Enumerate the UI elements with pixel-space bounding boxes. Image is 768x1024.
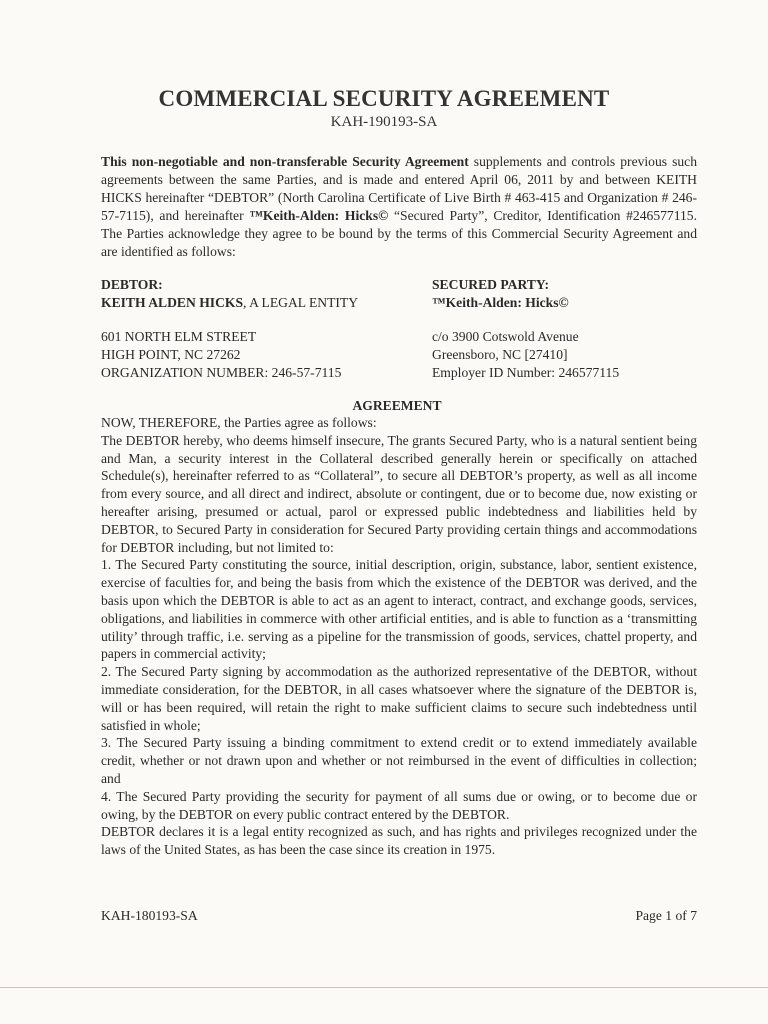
page-edge-rule xyxy=(0,987,768,988)
parties-section xyxy=(101,276,697,386)
clause-1: 1. The Secured Party constituting the source, initial description, origin, substance, labor, sentient existence, exercise of faculties for, and being the basis from which the existence of the DEBTOR was derived, and the basis upon which the DEBTOR is able to act as an agent to interact, contract, and exchange goods, services, obligations, and liabilities in commerce with other artificial entities, and is able to function as a ‘transmitting utility’ through traffic, i.e. serving as a pipeline for the transmission of goods, services, chattel property, and papers in commercial activity; xyxy=(101,557,697,662)
body-paragraph: NOW, THEREFORE, the Parties agree as follows: xyxy=(101,415,377,430)
debtor-address-line: HIGH POINT, NC 27262 xyxy=(101,347,241,362)
intro-secured-party-name: ™Keith-Alden: Hicks© xyxy=(249,208,389,223)
debtor-address-line: 601 NORTH ELM STREET xyxy=(101,329,257,344)
footer-serial: KAH-180193-SA xyxy=(101,908,198,923)
debtor-name-bold: KEITH ALDEN HICKS xyxy=(101,295,244,310)
debtor-block xyxy=(101,276,421,382)
debtor-name xyxy=(101,294,421,312)
secured-party-address-line: Greensboro, NC [27410] xyxy=(432,347,568,362)
document-serial: KAH-190193-SA xyxy=(330,114,438,130)
clause-3: 3. The Secured Party issuing a binding commitment to extend credit or to extend immediately available credit, whether or not drawn upon and whether or not reimbursed in the event of difficulties in collection; and xyxy=(101,735,697,786)
agreement-heading: AGREEMENT xyxy=(352,398,442,413)
body-paragraph: The DEBTOR hereby, who deems himself insecure, The grants Secured Party, who is a natural sentient being and Man, a security interest in the Collateral described generally herein or specifically on attached Schedule(s), hereinafter referred to as “Collateral”, to secure all DEBTOR’s property, as well as all income from every source, and all direct and indirect, absolute or contingent, due or to become due, now existing or hereafter arising, presumed or actual, parol or expressed public indebtedness and liabilities held by DEBTOR, to Secured Party in consideration for Secured Party providing certain things and accommodations for DEBTOR including, but not limited to: xyxy=(101,432,697,555)
body-paragraph: DEBTOR declares it is a legal entity recognized as such, and has rights and privileges recognized under the laws of the United States, as has been the case since its creation in 1975. xyxy=(101,824,697,858)
page-number: Page 1 of 7 xyxy=(635,908,697,923)
intro-text: supplements and controls previous such agreements between the same Parties, and is made and entered April 06, 2011 by and between KEITH HICKS hereinafter “DEBTOR” (North Carolina Certificate of Live Birth # 463-415 and Organization # 246-57-7115), and hereinafter xyxy=(101,154,697,223)
clause-2: 2. The Secured Party signing by accommodation as the authorized representative of the DEBTOR, without immediate consideration, for the DEBTOR, in all cases whatsoever where the signature of the DEBTOR is, will or has been required, will retain the right to make sufficient claims to secure such indebtedness until satisfied in whole; xyxy=(101,664,697,733)
debtor-address-line: ORGANIZATION NUMBER: 246-57-7115 xyxy=(101,365,342,380)
secured-party-name xyxy=(432,294,697,312)
secured-party-address-line: c/o 3900 Cotswold Avenue xyxy=(432,329,579,344)
document-title: COMMERCIAL SECURITY AGREEMENT xyxy=(158,86,610,111)
secured-party-block xyxy=(432,276,697,382)
secured-party-name-bold: ™Keith-Alden: Hicks© xyxy=(432,295,569,310)
intro-text-continued: “Secured Party”, Creditor, Identification #246577115. The Parties acknowledge they agree to be bound by the terms of this Commercial Security Agreement and are identified as follows: xyxy=(101,208,697,259)
debtor-name-rest: , A LEGAL ENTITY xyxy=(243,295,359,310)
clause-4: 4. The Secured Party providing the security for payment of all sums due or owing, or to become due or owing, by the DEBTOR on every public contract entered by the DEBTOR. xyxy=(101,788,697,822)
secured-party-heading: SECURED PARTY: xyxy=(432,277,549,292)
intro-lead: This non-negotiable and non-transferable Security Agreement xyxy=(101,154,469,169)
intro-paragraph xyxy=(101,153,697,261)
debtor-heading: DEBTOR: xyxy=(101,277,163,292)
secured-party-address-line: Employer ID Number: 246577115 xyxy=(432,365,620,380)
agreement-body xyxy=(101,414,697,859)
